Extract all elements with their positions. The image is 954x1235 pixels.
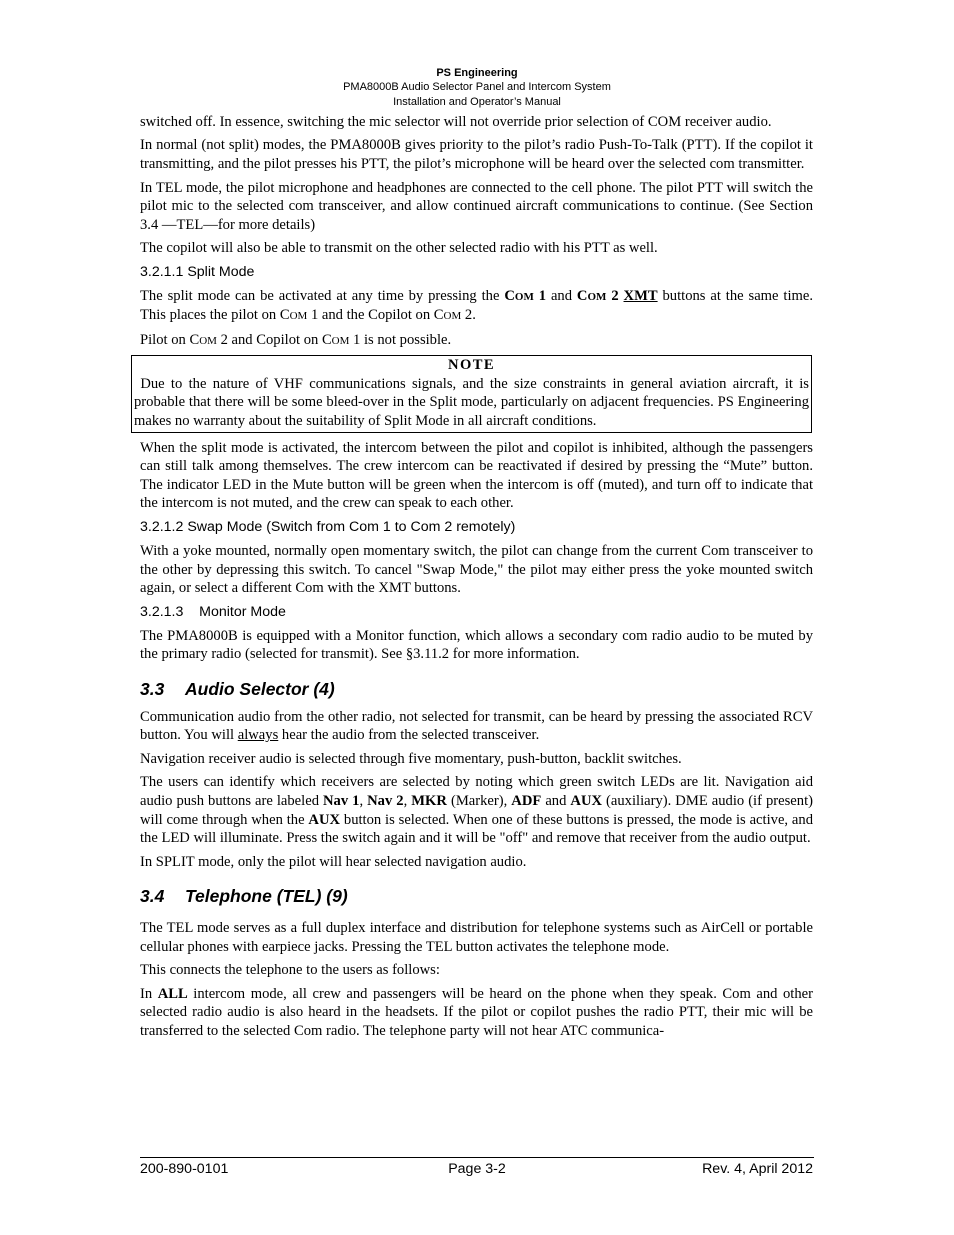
note-box: [131, 355, 812, 432]
paragraph: The copilot will also be able to transmit on the other selected radio with his PTT as well.: [140, 240, 658, 257]
note-text: Due to the nature of VHF communications signals, and the size constraints in general aviation aircraft, it is probable that there will be some bleed-over in the Split mode, particularly on adjacent frequencies. PS Engineering makes no warranty about the suitability of Split Mode in all aircraft conditions.: [134, 375, 809, 430]
header-manual: Installation and Operator’s Manual: [393, 96, 561, 108]
xmt-label: XMT: [623, 287, 658, 304]
paragraph-split-activation: The split mode can be activated at any time by pressing the COM 1 and COM 2 XMT buttons at the same time. This places the pilot on COM 1 and the Copilot on COM 2.: [140, 287, 813, 324]
header-company: PS Engineering: [436, 67, 518, 79]
heading-telephone: 3.4 Telephone (TEL) (9): [140, 886, 348, 907]
heading-audio-selector: 3.3 Audio Selector (4): [140, 678, 335, 699]
paragraph: The TEL mode serves as a full duplex interface and distribution for telephone systems such as AirCell or portable cellular phones with earpiece jacks. Pressing the TEL button activates the telephone mode.: [140, 920, 813, 955]
heading-split-mode: 3.2.1.1 Split Mode: [140, 263, 255, 280]
paragraph: In TEL mode, the pilot microphone and headphones are connected to the cell phone. The pilot PTT will switch the pilot mic to the selected com transceiver, and allow continued aircraft communications to continue. (See Section 3.4 —TEL—for more details): [140, 179, 813, 233]
paragraph: In SPLIT mode, only the pilot will hear selected navigation audio.: [140, 853, 527, 870]
footer-revision: Rev. 4, April 2012: [702, 1161, 813, 1177]
heading-swap-mode: 3.2.1.2 Swap Mode (Switch from Com 1 to Com 2 remotely): [140, 518, 516, 535]
header-product: PMA8000B Audio Selector Panel and Intercom System: [343, 81, 611, 93]
paragraph: The PMA8000B is equipped with a Monitor function, which allows a secondary com radio audio to be muted by the primary radio (selected for transmit). See §3.11.2 for more information.: [140, 627, 813, 663]
document-body: [134, 113, 813, 1045]
paragraph: Communication audio from the other radio, not selected for transmit, can be heard by pressing the associated RCV button. You will always hear the audio from the selected transceiver.: [140, 708, 813, 744]
paragraph: In normal (not split) modes, the PMA8000B gives priority to the pilot’s radio Push-To-Talk (PTT). If the copilot it transmitting, and the pilot presses his PTT, the pilot’s microphone will be heard over the selected com transmitter.: [140, 137, 813, 173]
note-title: NOTE: [448, 357, 495, 374]
paragraph: With a yoke mounted, normally open momentary switch, the pilot can change from the current Com transceiver to the other by depressing this switch. To cancel "Swap Mode," the pilot may either press the yoke mounted switch again, or select a different Com with the XMT buttons.: [140, 542, 813, 597]
paragraph: This connects the telephone to the users as follows:: [140, 962, 440, 979]
paragraph-nav-buttons: The users can identify which receivers are selected by noting which green switch LEDs are lit. Navigation aid audio push buttons are labeled Nav 1, Nav 2, MKR (Marker), ADF and AUX (auxiliary). DME audio (if present) will come through when the AUX button is selected. When one of these buttons is pressed, the mode is active, and the LED will illuminate. Press the switch again and it will be "off" and remove that receiver from the audio output.: [140, 774, 813, 847]
footer-page-number: Page 3-2: [448, 1161, 506, 1177]
paragraph-split-limit: Pilot on COM 2 and Copilot on COM 1 is not possible.: [140, 331, 452, 348]
heading-monitor-mode: 3.2.1.3 Monitor Mode: [140, 603, 286, 620]
paragraph: When the split mode is activated, the intercom between the pilot and copilot is inhibited, although the passengers can still talk among themselves. The crew intercom can be reactivated if desired by pressing the “Mute” button. The indicator LED in the Mute button will be green when the intercom is off (muted), and turn off to indicate that the intercom is not muted, and the crew can speak to each other.: [140, 439, 813, 512]
paragraph: Navigation receiver audio is selected through five momentary, push-button, backlit switches.: [140, 750, 682, 767]
paragraph-all-mode: In ALL intercom mode, all crew and passengers will be heard on the phone when they speak. Com and other selected radio audio is also heard in the headsets. If the pilot or copilot pushes the radio PTT, their mic will be transferred to the selected Com radio. The telephone party will not hear ATC communica-: [140, 985, 813, 1039]
footer-divider: [140, 1157, 814, 1158]
footer-document-number: 200-890-0101: [140, 1161, 229, 1177]
paragraph: switched off. In essence, switching the mic selector will not override prior selection of COM receiver audio.: [140, 114, 772, 130]
